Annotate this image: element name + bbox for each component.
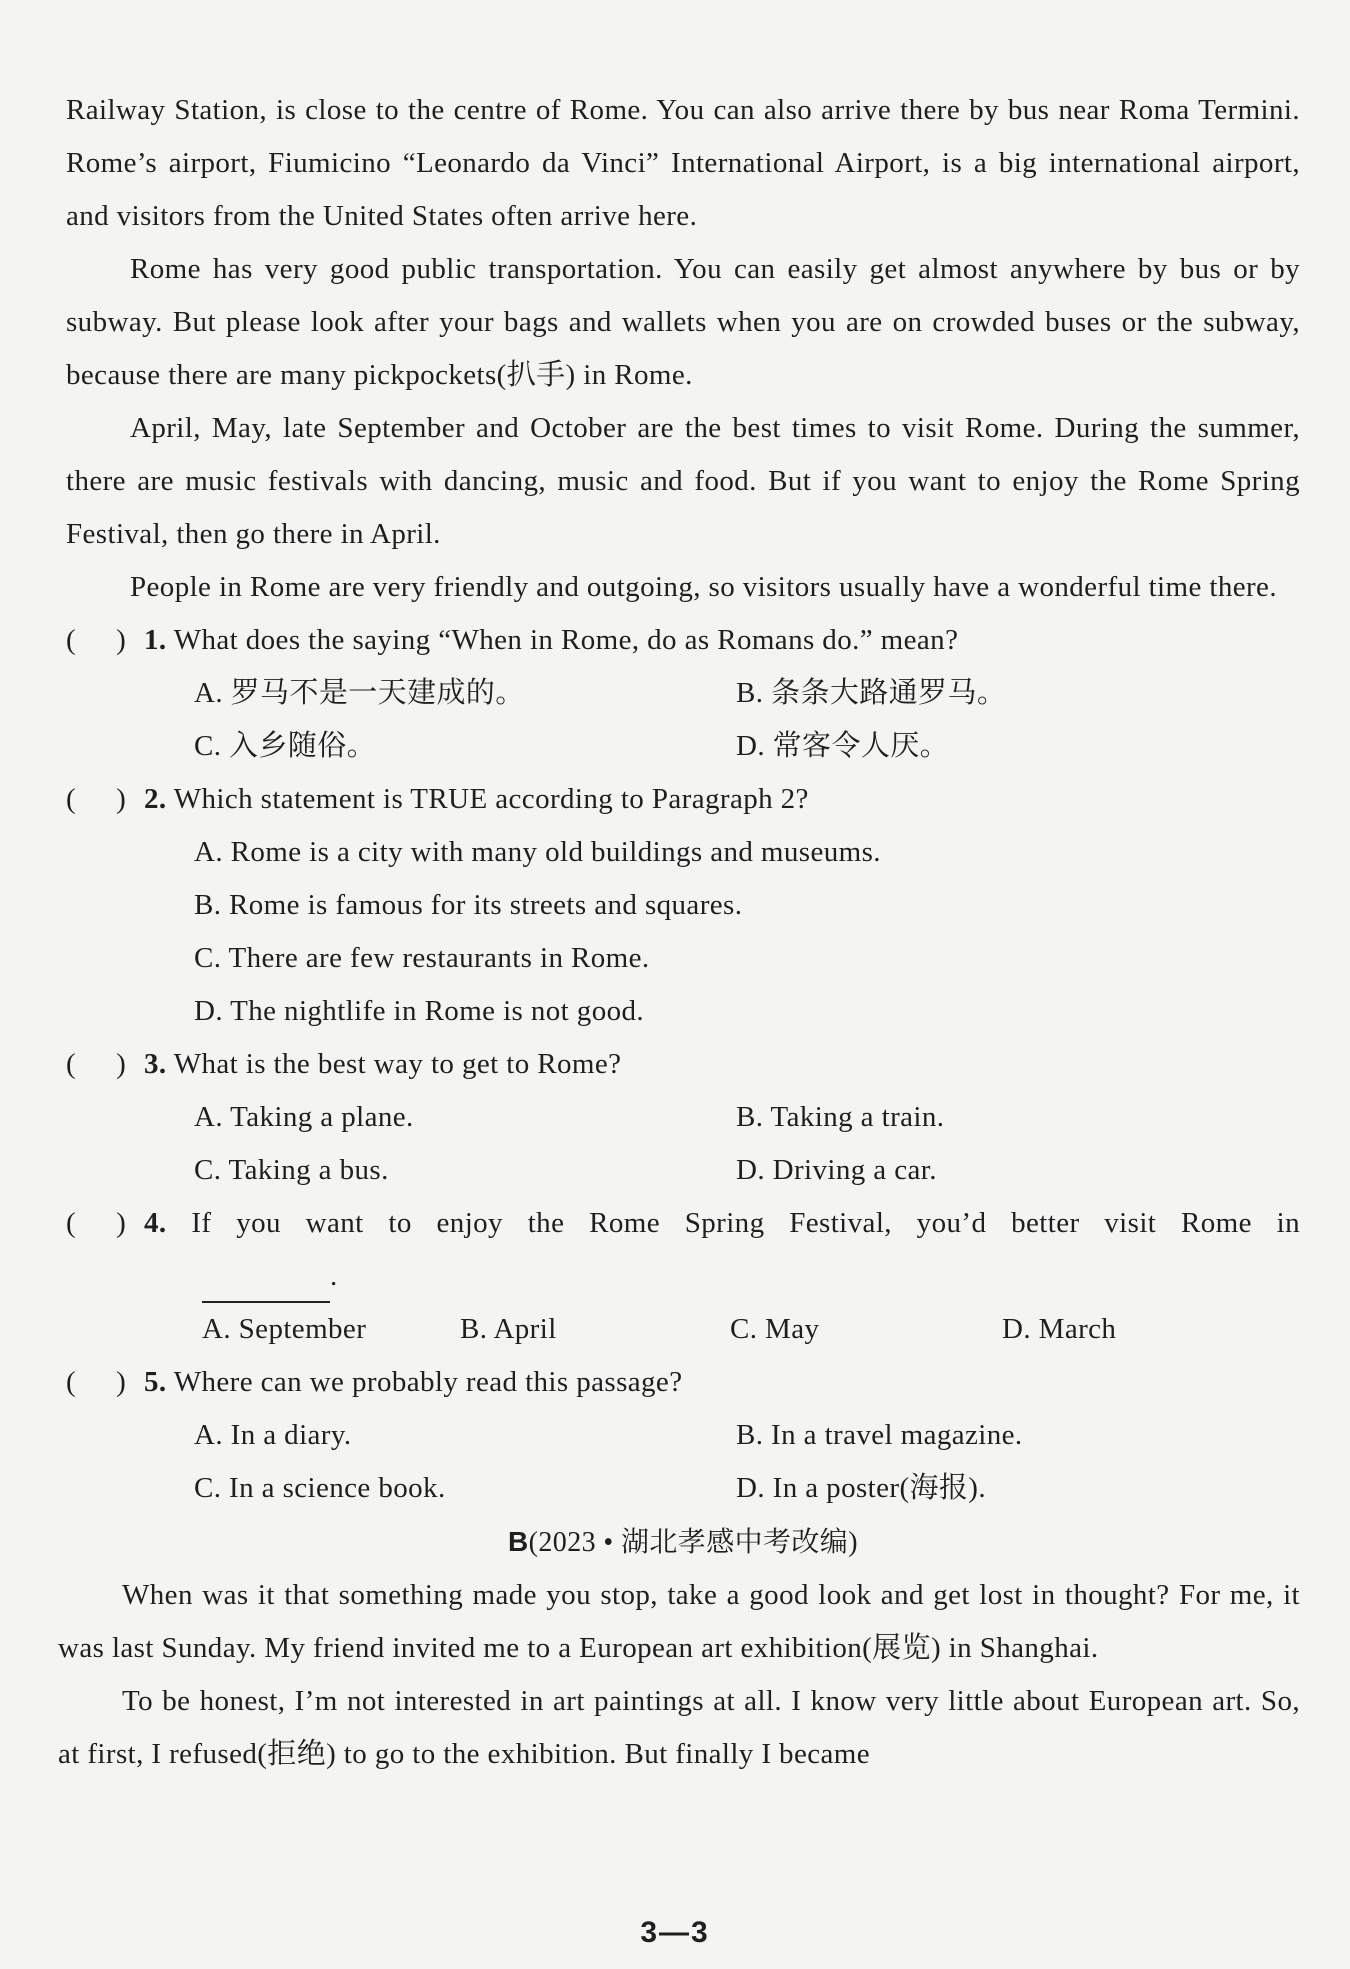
option-c-row — [66, 932, 1300, 985]
options-1 — [66, 667, 1300, 720]
option-c: C. 入乡随俗。 — [194, 730, 377, 762]
question-text: Where can we probably read this passage? — [173, 1366, 683, 1398]
options-5 — [66, 1409, 1300, 1462]
question-number: 1. — [144, 624, 167, 656]
question-5 — [66, 1356, 1300, 1409]
answer-slot-5[interactable]: ( ) — [66, 1366, 127, 1398]
question-number: 3. — [144, 1048, 167, 1080]
option-a: A. 罗马不是一天建成的。 — [194, 677, 525, 709]
option-c: C. Taking a bus. — [194, 1154, 389, 1186]
question-text: If you want to enjoy the Rome Spring Festival, you’d better visit Rome in — [191, 1207, 1300, 1239]
question-4-blank-line: . — [66, 1250, 1300, 1303]
option-a: A. September — [202, 1313, 367, 1345]
page-number: 3—3 — [640, 1916, 710, 1949]
options-1b — [66, 720, 1300, 773]
section-letter: B — [508, 1526, 529, 1557]
options-5b — [66, 1462, 1300, 1515]
passage-a — [58, 84, 1300, 1781]
passage-a-paragraph-1: Railway Station, is close to the centre of Rome. You can also arrive there by bus near Roma Termini. Rome’s airport, Fiumicino “Leonardo da Vinci” International Airport, is a big international airport, and visitors from the United States often arrive here. — [66, 94, 1300, 232]
question-text: What is the best way to get to Rome? — [173, 1048, 622, 1080]
passage-b-paragraph-2: To be honest, I’m not interested in art paintings at all. I know very little about European art. So, at first, I refused(拒绝) to go to the exhibition. But finally I became — [58, 1685, 1300, 1770]
option-b: B. Taking a train. — [736, 1101, 945, 1133]
option-a-row — [66, 826, 1300, 879]
option-b: B. Rome is famous for its streets and squares. — [194, 889, 743, 921]
passage-b-paragraph-1: When was it that something made you stop, take a good look and get lost in thought? For me, it was last Sunday. My friend invited me to a European art exhibition(展览) in Shanghai. — [58, 1579, 1300, 1664]
question-4 — [66, 1197, 1300, 1250]
passage-a-paragraph-2: Rome has very good public transportation. You can easily get almost anywhere by bus or by subway. But please look after your bags and wallets when you are on crowded buses or the subway, because there are many pickpockets(扒手) in Rome. — [66, 253, 1300, 391]
options-3b — [66, 1144, 1300, 1197]
answer-slot-1[interactable]: ( ) — [66, 624, 127, 656]
question-number: 4. — [144, 1207, 167, 1239]
answer-slot-2[interactable]: ( ) — [66, 783, 127, 815]
option-d-row — [66, 985, 1300, 1038]
option-a: A. Rome is a city with many old buildings and museums. — [194, 836, 881, 868]
option-b: B. In a travel magazine. — [736, 1419, 1023, 1451]
option-c: C. In a science book. — [194, 1472, 446, 1504]
option-d: D. 常客令人厌。 — [736, 730, 950, 762]
fill-in-blank[interactable] — [202, 1267, 330, 1303]
question-text: Which statement is TRUE according to Paragraph 2? — [173, 783, 809, 815]
question-1 — [66, 614, 1300, 667]
answer-slot-3[interactable]: ( ) — [66, 1048, 127, 1080]
option-a: A. Taking a plane. — [194, 1101, 414, 1133]
passage-a-paragraph-4: People in Rome are very friendly and outgoing, so visitors usually have a wonderful time there. — [130, 571, 1277, 603]
question-number: 2. — [144, 783, 167, 815]
option-d: D. March — [1002, 1313, 1117, 1345]
section-b-heading — [66, 1515, 1300, 1569]
question-number: 5. — [144, 1366, 167, 1398]
option-b: B. 条条大路通罗马。 — [736, 677, 1007, 709]
answer-slot-4[interactable]: ( ) — [66, 1207, 127, 1239]
question-2 — [66, 773, 1300, 826]
options-3 — [66, 1091, 1300, 1144]
option-a: A. In a diary. — [194, 1419, 352, 1451]
options-4 — [66, 1303, 1300, 1356]
option-b: B. April — [460, 1313, 557, 1345]
option-b-row — [66, 879, 1300, 932]
option-d: D. In a poster(海报). — [736, 1472, 987, 1504]
option-d: D. Driving a car. — [736, 1154, 937, 1186]
passage-a-paragraph-3: April, May, late September and October are the best times to visit Rome. During the summer, there are music festivals with dancing, music and food. But if you want to enjoy the Rome Spring Festival, then go there in April. — [66, 412, 1300, 550]
option-d: D. The nightlife in Rome is not good. — [194, 995, 645, 1027]
section-source: (2023 • 湖北孝感中考改编) — [528, 1527, 858, 1558]
question-3 — [66, 1038, 1300, 1091]
question-text: What does the saying “When in Rome, do as Romans do.” mean? — [173, 624, 959, 656]
option-c: C. There are few restaurants in Rome. — [194, 942, 650, 974]
option-c: C. May — [730, 1313, 820, 1345]
